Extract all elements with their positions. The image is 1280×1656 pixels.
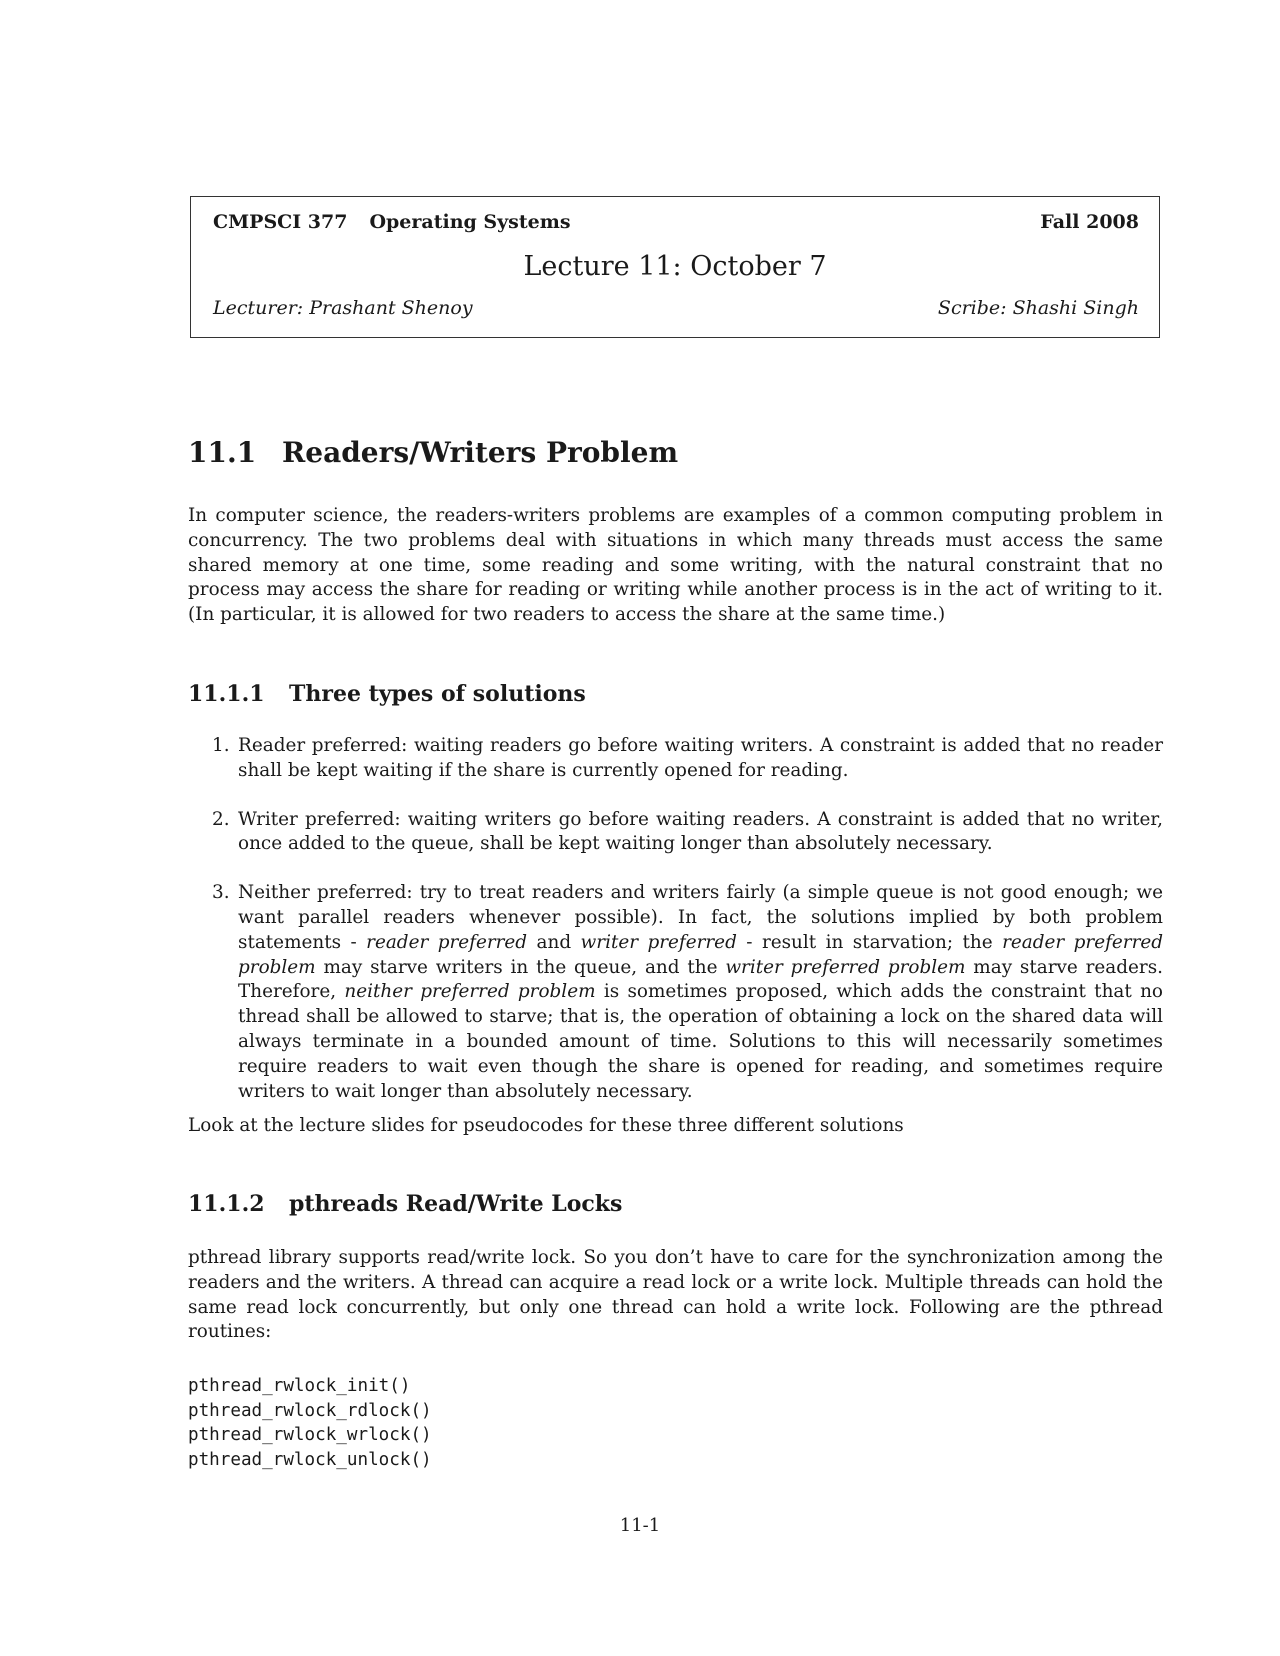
list-item-text xyxy=(238,882,1163,1101)
subsection-number-2: 11.1.2 xyxy=(188,1191,265,1217)
course-code: CMPSCI 377 xyxy=(213,211,348,233)
subsection-heading-2 xyxy=(188,1191,622,1217)
list-item-text: Reader preferred: waiting readers go before waiting writers. A constraint is added that no reader shall be kept waiting if the share is currently opened for reading. xyxy=(238,735,1163,781)
code-block xyxy=(188,1374,432,1473)
code-line: pthread_rwlock_rdlock() xyxy=(188,1400,432,1421)
term: Fall 2008 xyxy=(1040,211,1139,233)
course-line xyxy=(213,211,571,233)
text-run: - result in starvation; the xyxy=(736,931,1003,953)
list-marker: 2. xyxy=(212,808,230,830)
subsection-heading-1 xyxy=(188,681,586,707)
emphasis: reader preferred problem xyxy=(238,931,1164,978)
scribe: Scribe: Shashi Singh xyxy=(937,297,1139,319)
emphasis: neither preferred problem xyxy=(344,981,596,1003)
subsection-number-1: 11.1.1 xyxy=(188,681,265,707)
emphasis: reader preferred xyxy=(366,931,528,953)
section-title: Readers/Writers Problem xyxy=(282,436,679,469)
page-number: 11-1 xyxy=(619,1515,661,1536)
code-line: pthread_rwlock_init() xyxy=(188,1376,411,1396)
text-run: may starve writers in the queue, and the xyxy=(315,956,726,978)
code-line: pthread_rwlock_wrlock() xyxy=(188,1425,432,1446)
subsection-title-2: pthreads Read/Write Locks xyxy=(289,1191,623,1217)
list-item-text: Writer preferred: waiting writers go before waiting readers. A constraint is added that no writer, once added to the queue, shall be kept waiting longer than absolutely necessary. xyxy=(238,808,1163,855)
text-run: is sometimes proposed, which adds the constraint that no thread shall be allowed to starve; that is, the operation of obtaining a lock on the shared data will always terminate in a bounded amount of time. Solutions to this will necessarily sometimes require readers to wait even though the share is opened for reading, and sometimes require writers to wait longer than absolutely necessary. xyxy=(238,981,1163,1102)
list-marker: 1. xyxy=(212,735,230,756)
code-line: pthread_rwlock_unlock() xyxy=(188,1450,432,1471)
pthreads-paragraph: pthread library supports read/write lock. So you don’t have to care for the synchronization among the readers and the writers. A thread can acquire a read lock or a write lock. Multiple threads can hold the same read lock concurrently, but only one thread can hold a write lock. Following are the pthread routines: xyxy=(188,1247,1163,1343)
solutions-list xyxy=(188,734,1163,1104)
list-item xyxy=(188,881,1163,1104)
text-run: may starve readers. Therefore, xyxy=(238,956,1163,1003)
course-name: Operating Systems xyxy=(369,211,571,233)
section-heading xyxy=(188,436,678,469)
emphasis: writer preferred problem xyxy=(725,956,966,978)
text-run: and xyxy=(527,931,581,953)
text-run: Neither preferred: try to treat readers and writers fairly (a simple queue is not good enough; we want parallel readers whenever possible). In fact, the solutions implied by both problem statements - xyxy=(238,882,1163,953)
lecture-title: Lecture 11: October 7 xyxy=(523,251,827,282)
lecturer: Lecturer: Prashant Shenoy xyxy=(213,297,473,319)
list-item xyxy=(188,734,1163,784)
lecture-header-box xyxy=(190,196,1160,338)
section-number: 11.1 xyxy=(188,436,257,469)
list-marker: 3. xyxy=(212,882,230,904)
slides-note: Look at the lecture slides for pseudocodes for these three different solutions xyxy=(188,1115,904,1136)
list-item xyxy=(188,808,1163,858)
emphasis: writer preferred xyxy=(580,931,737,953)
subsection-title-1: Three types of solutions xyxy=(289,681,586,707)
intro-paragraph: In computer science, the readers-writers problems are examples of a common computing problem in concurrency. The two problems deal with situations in which many threads must access the same shared memory at one time, some reading and some writing, with the natural constraint that no process may access the share for reading or writing while another process is in the act of writing to it. (In particular, it is allowed for two readers to access the share at the same time.) xyxy=(188,505,1163,626)
